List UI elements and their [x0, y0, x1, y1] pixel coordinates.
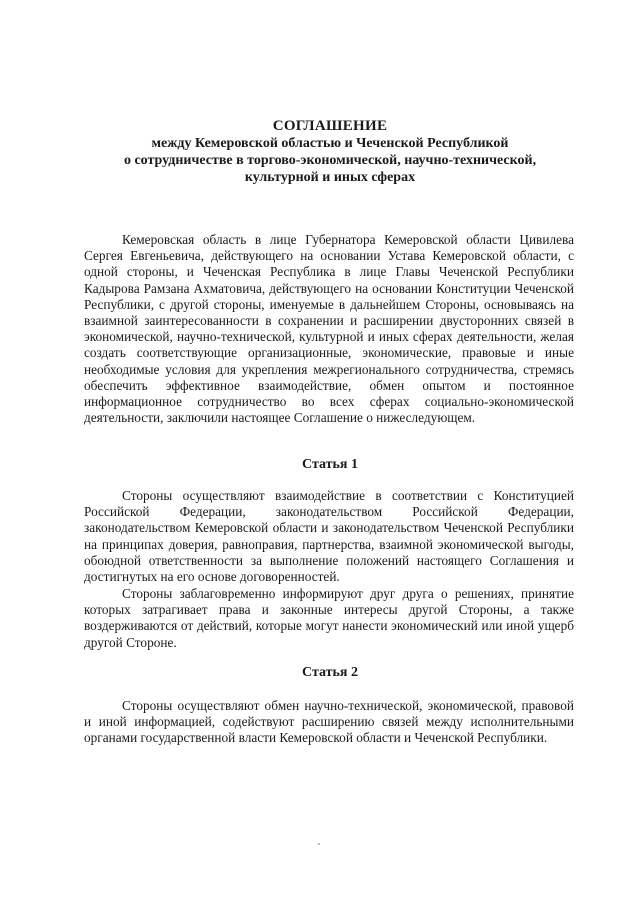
article-2-heading: Статья 2 [302, 665, 358, 680]
document-title-block [60, 118, 600, 186]
document-title: СОГЛАШЕНИЕ [272, 118, 388, 134]
scan-speck [318, 843, 320, 845]
article-2-paragraph-1: Стороны осуществляют обмен научно-технической, экономической, правовой и иной информацией, содействуют расширению связей между исполнительными органами государственной власти Кемеровской области и Чеченской Республики. [84, 698, 574, 746]
article-1-heading: Статья 1 [302, 457, 358, 472]
article-1-paragraph-2: Стороны заблаговременно информируют друг друга о решениях, принятие которых затрагивает права и законные интересы другой Стороны, а также воздерживаются от действий, которые могут нанести экономический или иной ущерб другой Стороне. [84, 586, 574, 650]
article-1-paragraph-1: Стороны осуществляют взаимодействие в соответствии с Конституцией Российской Федерации, законодательством Российской Федерации, законодательством Кемеровской области и законодательством Чеченской Республики на принципах доверия, равноправия, партнерства, взаимной экономической выгоды, обоюдной ответственности за выполнение положений настоящего Соглашения и достигнутых на его основе договоренностей. [84, 488, 574, 585]
document-subtitle-line-3: культурной и иных сферах [244, 170, 416, 185]
preamble-paragraph: Кемеровская область в лице Губернатора Кемеровской области Цивилева Сергея Евгеньевича, действующего на основании Устава Кемеровской области, с одной стороны, и Чеченская Республика в лице Главы Чеченской Республики Кадырова Рамзана Ахматовича, действующего на основании Конституции Чеченской Республики, с другой стороны, именуемые в дальнейшем Стороны, основываясь на взаимной заинтересованности в сохранении и расширении двусторонних связей в экономической, научно-технической, культурной и иных сферах деятельности, желая создать соответствующие организационные, экономические, правовые и иные необходимые условия для укрепления межрегионального сотрудничества, стремясь обеспечить эффективное взаимодействие, обмен опытом и постоянное информационное сотрудничество во всех сферах социально-экономической деятельности, заключили настоящее Соглашение о нижеследующем. [84, 232, 574, 426]
document-subtitle-line-2: о сотрудничестве в торгово-экономической, научно-технической, [123, 153, 537, 168]
document-subtitle-line-1: между Кемеровской областью и Чеченской Республикой [151, 136, 509, 151]
